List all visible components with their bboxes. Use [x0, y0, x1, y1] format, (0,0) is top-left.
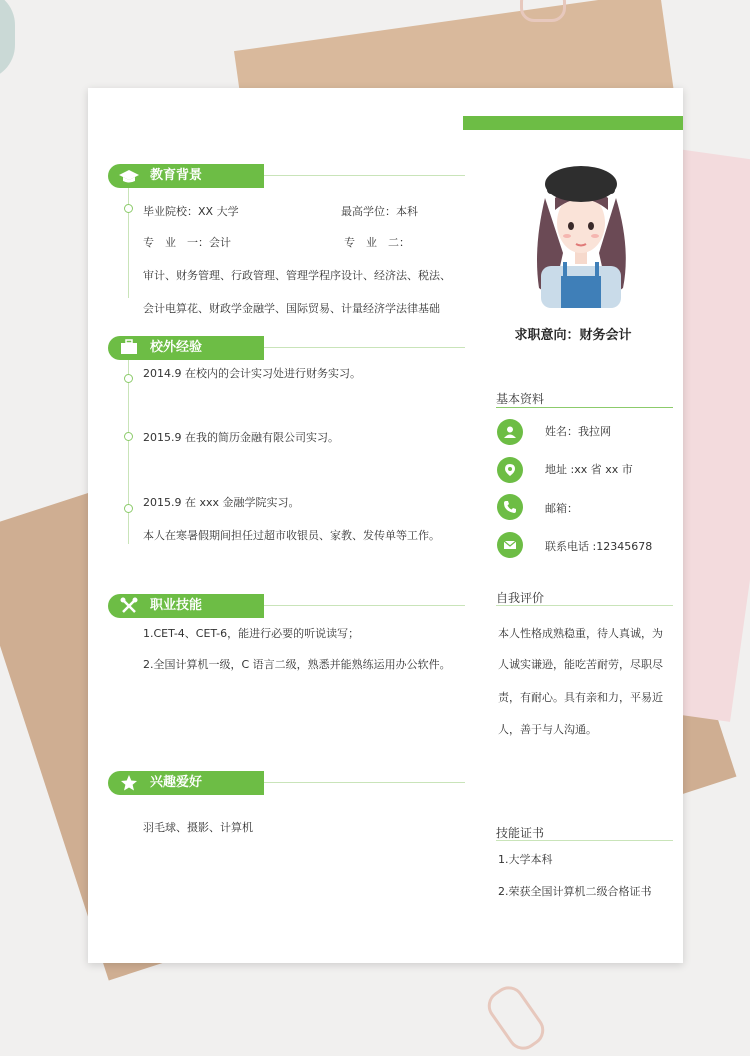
paperclip-decoration	[520, 0, 566, 22]
self-eval-line: 人，善于与人沟通。	[498, 723, 597, 736]
experience-item: 2015.9 在 xxx 金融学院实习。	[143, 496, 300, 509]
section-divider	[264, 175, 465, 176]
hobbies-text: 羽毛球、摄影、计算机	[143, 821, 253, 834]
section-divider	[264, 347, 465, 348]
courses-line-1: 审计、财务管理、行政管理、管理学程序设计、经济法、税法、	[143, 269, 451, 282]
section-title: 兴趣爱好	[150, 775, 203, 790]
hobbies-header	[108, 771, 465, 795]
major2-text: 专 业 二：	[344, 236, 410, 249]
degree-text: 最高学位：本科	[341, 205, 418, 218]
skill-item: 2.全国计算机一级，C 语言二级，熟悉并能熟练运用办公软件。	[143, 658, 451, 671]
paperclip-decoration	[482, 980, 551, 1056]
location-pin-icon	[497, 457, 523, 483]
experience-item: 2014.9 在校内的会计实习处进行财务实习。	[143, 367, 361, 380]
section-title: 职业技能	[150, 598, 203, 613]
section-divider	[264, 605, 465, 606]
envelope-icon	[497, 532, 523, 558]
star-icon	[118, 774, 140, 792]
major1-text: 专 业 一：会计	[143, 236, 231, 249]
name-text: 姓名：我拉网	[545, 425, 611, 438]
self-eval-line: 人诚实谦逊，能吃苦耐劳，尽职尽	[498, 658, 663, 671]
cert-item: 2.荣获全国计算机二级合格证书	[498, 885, 652, 898]
self-eval-divider	[496, 605, 673, 606]
basic-info-title: 基本资料	[496, 392, 545, 406]
timeline-line	[128, 360, 129, 544]
experience-note: 本人在寒暑假期间担任过超市收银员、家教、发传单等工作。	[143, 529, 440, 542]
section-title: 教育背景	[150, 168, 203, 183]
timeline-dot	[124, 204, 133, 213]
certs-title: 技能证书	[496, 826, 545, 840]
basic-info-divider	[496, 407, 673, 408]
section-title: 校外经验	[150, 340, 203, 355]
school-text: 毕业院校：XX 大学	[143, 205, 239, 218]
job-intent: 求职意向：财务会计	[514, 328, 632, 343]
self-eval-line: 本人性格成熟稳重，待人真诚，为	[498, 627, 663, 640]
experience-header	[108, 336, 465, 360]
education-header	[108, 164, 465, 188]
certs-divider	[496, 840, 673, 841]
experience-item: 2015.9 在我的简历金融有限公司实习。	[143, 431, 339, 444]
phone-icon	[497, 494, 523, 520]
address-text: 地址 :xx 省 xx 市	[545, 463, 633, 476]
background-plant	[0, 0, 15, 80]
timeline-dot	[124, 432, 133, 441]
courses-line-2: 会计电算花、财政学金融学、国际贸易、计量经济学法律基础	[143, 302, 440, 315]
skills-header	[108, 594, 465, 618]
email-text: 邮箱：	[545, 502, 578, 515]
skill-item: 1.CET-4、CET-6，能进行必要的听说读写；	[143, 627, 360, 640]
user-icon	[497, 419, 523, 445]
briefcase-icon	[118, 339, 140, 357]
self-eval-line: 责，有耐心。具有亲和力，平易近	[498, 691, 663, 704]
section-divider	[264, 782, 465, 783]
phone-text: 联系电话 :12345678	[545, 540, 653, 553]
avatar	[523, 158, 638, 308]
accent-bar	[463, 116, 683, 130]
timeline-dot	[124, 374, 133, 383]
resume-page	[88, 88, 683, 963]
tools-icon	[118, 597, 140, 615]
graduation-cap-icon	[118, 167, 140, 185]
cert-item: 1.大学本科	[498, 853, 553, 866]
self-eval-title: 自我评价	[496, 591, 545, 605]
timeline-dot	[124, 504, 133, 513]
